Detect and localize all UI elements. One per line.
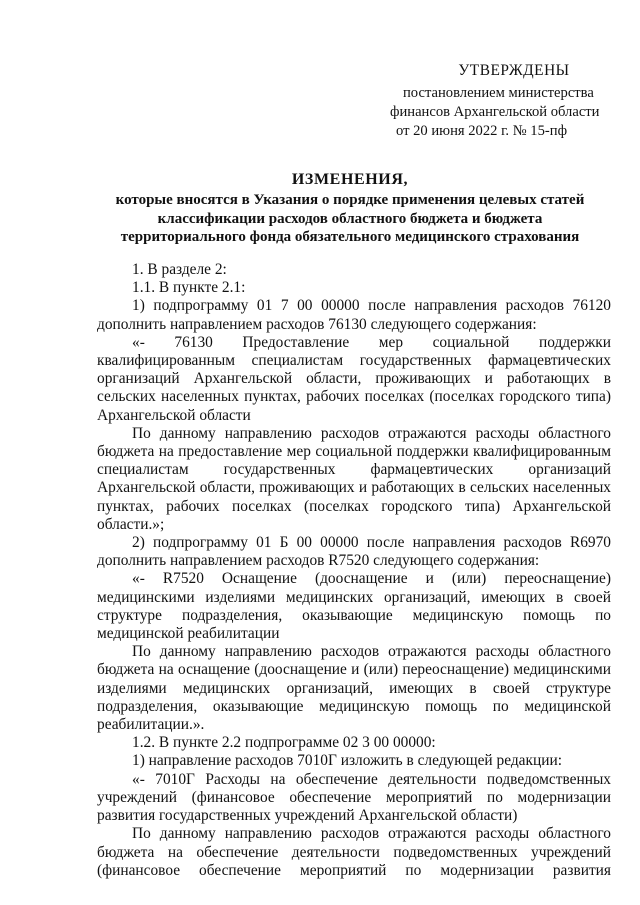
paragraph-7: «- R7520 Оснащение (дооснащение и (или) переоснащение) медицинскими изделиями медицинских организаций, имеющих в своей структуре подразделения, оказывающие медицинскую помощь по медицинской реабилитации (97, 570, 611, 643)
approval-title: УТВЕРЖДЕНЫ (458, 62, 570, 79)
paragraph-3: 1) подпрограмму 01 7 00 00000 после направления расходов 76120 дополнить направлением расходов 76130 следующего содержания: (97, 297, 611, 333)
paragraph-5: По данному направлению расходов отражаются расходы областного бюджета на предоставление мер социальной поддержки квалифицированным специалистам государственных фармацевтических организаций Архангельской области, проживающих и работающих в сельских населенных пунктах, рабочих поселках (поселках городского типа) Архангельской области.»; (97, 424, 611, 533)
approval-line-1: постановлением министерства (403, 85, 594, 102)
document-body (97, 261, 611, 880)
document-heading (95, 171, 605, 247)
approval-line-2: финансов Архангельской области (390, 104, 600, 121)
paragraph-11: «- 7010Г Расходы на обеспечение деятельности подведомственных учреждений (финансовое обеспечение мероприятий по модернизации развития государственных учреждений Архангельской области) (97, 770, 611, 825)
approval-block (390, 62, 620, 141)
heading-subtitle: которые вносятся в Указания о порядке применения целевых статей классификации расходов областного бюджета и бюджета территориального фонда обязательного медицинского страхования (115, 192, 585, 246)
paragraph-9: 1.2. В пункте 2.2 подпрограмме 02 3 00 00000: (132, 734, 436, 752)
paragraph-2: 1.1. В пункте 2.1: (132, 279, 246, 297)
paragraph-8: По данному направлению расходов отражаются расходы областного бюджета на оснащение (дооснащение и (или) переоснащение) медицинскими изделиями медицинских организаций, имеющих в своей структуре подразделения, оказывающие медицинскую помощь по медицинской реабилитации.». (97, 643, 611, 734)
approval-line-3: от 20 июня 2022 г. № 15-пф (396, 123, 568, 140)
paragraph-4: «- 76130 Предоставление мер социальной поддержки квалифицированным специалистам государственных фармацевтических организаций Архангельской области, проживающих и работающих в сельских населенных пунктах, рабочих поселках (поселках городского типа) Архангельской области (97, 333, 611, 424)
paragraph-1: 1. В разделе 2: (132, 261, 227, 278)
paragraph-12: По данному направлению расходов отражаются расходы областного бюджета на обеспечение деятельности подведомственных учреждений (финансовое обеспечение мероприятий по модернизации развития (97, 825, 611, 879)
paragraph-6: 2) подпрограмму 01 Б 00 00000 после направления расходов R6970 дополнить направлением расходов R7520 следующего содержания: (97, 534, 611, 570)
heading-title: ИЗМЕНЕНИЯ, (291, 171, 409, 188)
paragraph-10: 1) направление расходов 7010Г изложить в следующей редакции: (132, 752, 562, 770)
